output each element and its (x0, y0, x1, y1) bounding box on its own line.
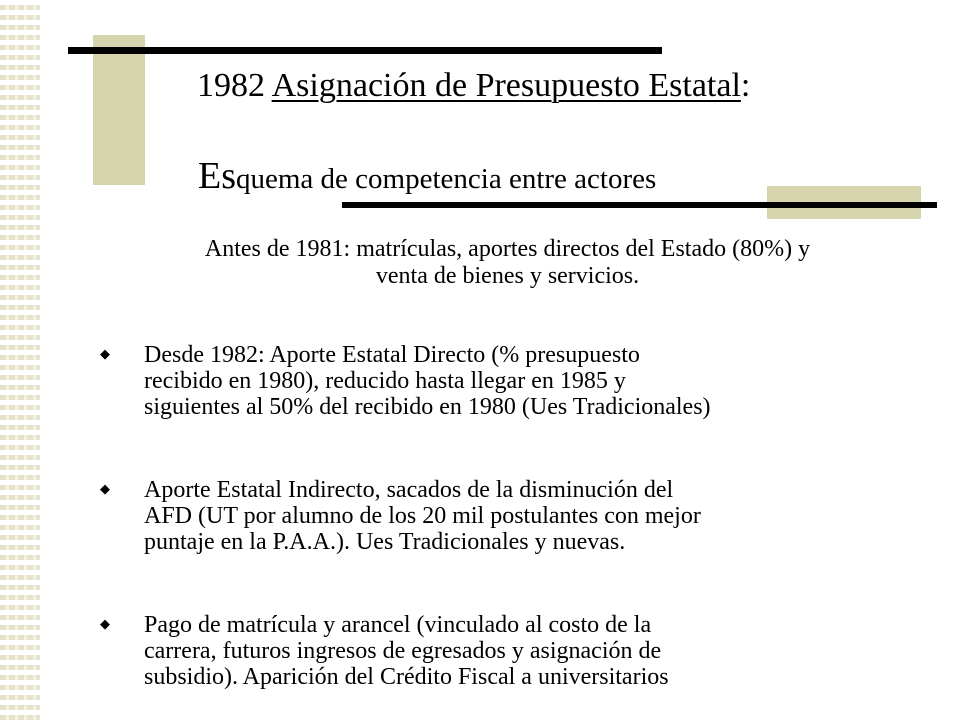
bullet-line: Aporte Estatal Indirecto, sacados de la disminución del (144, 477, 674, 503)
title-colon: : (740, 67, 751, 104)
intro-line: Antes de 1981: matrículas, aportes directos del Estado (80%) y (204, 236, 811, 262)
title-accent-block-left (93, 35, 145, 185)
title-year: 1982 (197, 67, 272, 104)
subtitle-rest: quema de competencia entre actores (236, 163, 657, 195)
bullet-line: carrera, futuros ingresos de egresados y asignación de (144, 638, 662, 664)
diamond-bullet-icon: ◆ (100, 346, 110, 361)
bullet-line: subsidio). Aparición del Crédito Fiscal a universitarios (144, 664, 669, 690)
bullet-item (96, 612, 936, 690)
intro-line: venta de bienes y servicios. (375, 263, 640, 289)
title-rule-top (68, 47, 662, 54)
title-underlined-text: Asignación de Presupuesto Estatal (271, 67, 741, 104)
bullet-list (96, 342, 936, 690)
bullet-line: AFD (UT por alumno de los 20 mil postulantes con mejor (144, 503, 701, 529)
bullet-line: Pago de matrícula y arancel (vinculado al costo de la (144, 612, 652, 638)
striped-border-decoration (0, 0, 40, 720)
title-rule-bottom (342, 202, 937, 208)
diamond-bullet-icon: ◆ (100, 616, 110, 631)
bullet-line: puntaje en la P.A.A.). Ues Tradicionales y nuevas. (144, 529, 626, 555)
slide-subtitle (198, 157, 656, 198)
slide-title (197, 66, 750, 106)
bullet-line: recibido en 1980), reducido hasta llegar en 1985 y (144, 368, 626, 394)
subtitle-initial: Es (198, 155, 236, 197)
bullet-line: Desde 1982: Aporte Estatal Directo (% presupuesto (144, 342, 640, 368)
bullet-line: siguientes al 50% del recibido en 1980 (Ues Tradicionales) (144, 394, 711, 420)
intro-paragraph (80, 236, 935, 290)
diamond-bullet-icon: ◆ (100, 481, 110, 496)
bullet-item (96, 342, 936, 420)
bullet-item (96, 477, 936, 555)
